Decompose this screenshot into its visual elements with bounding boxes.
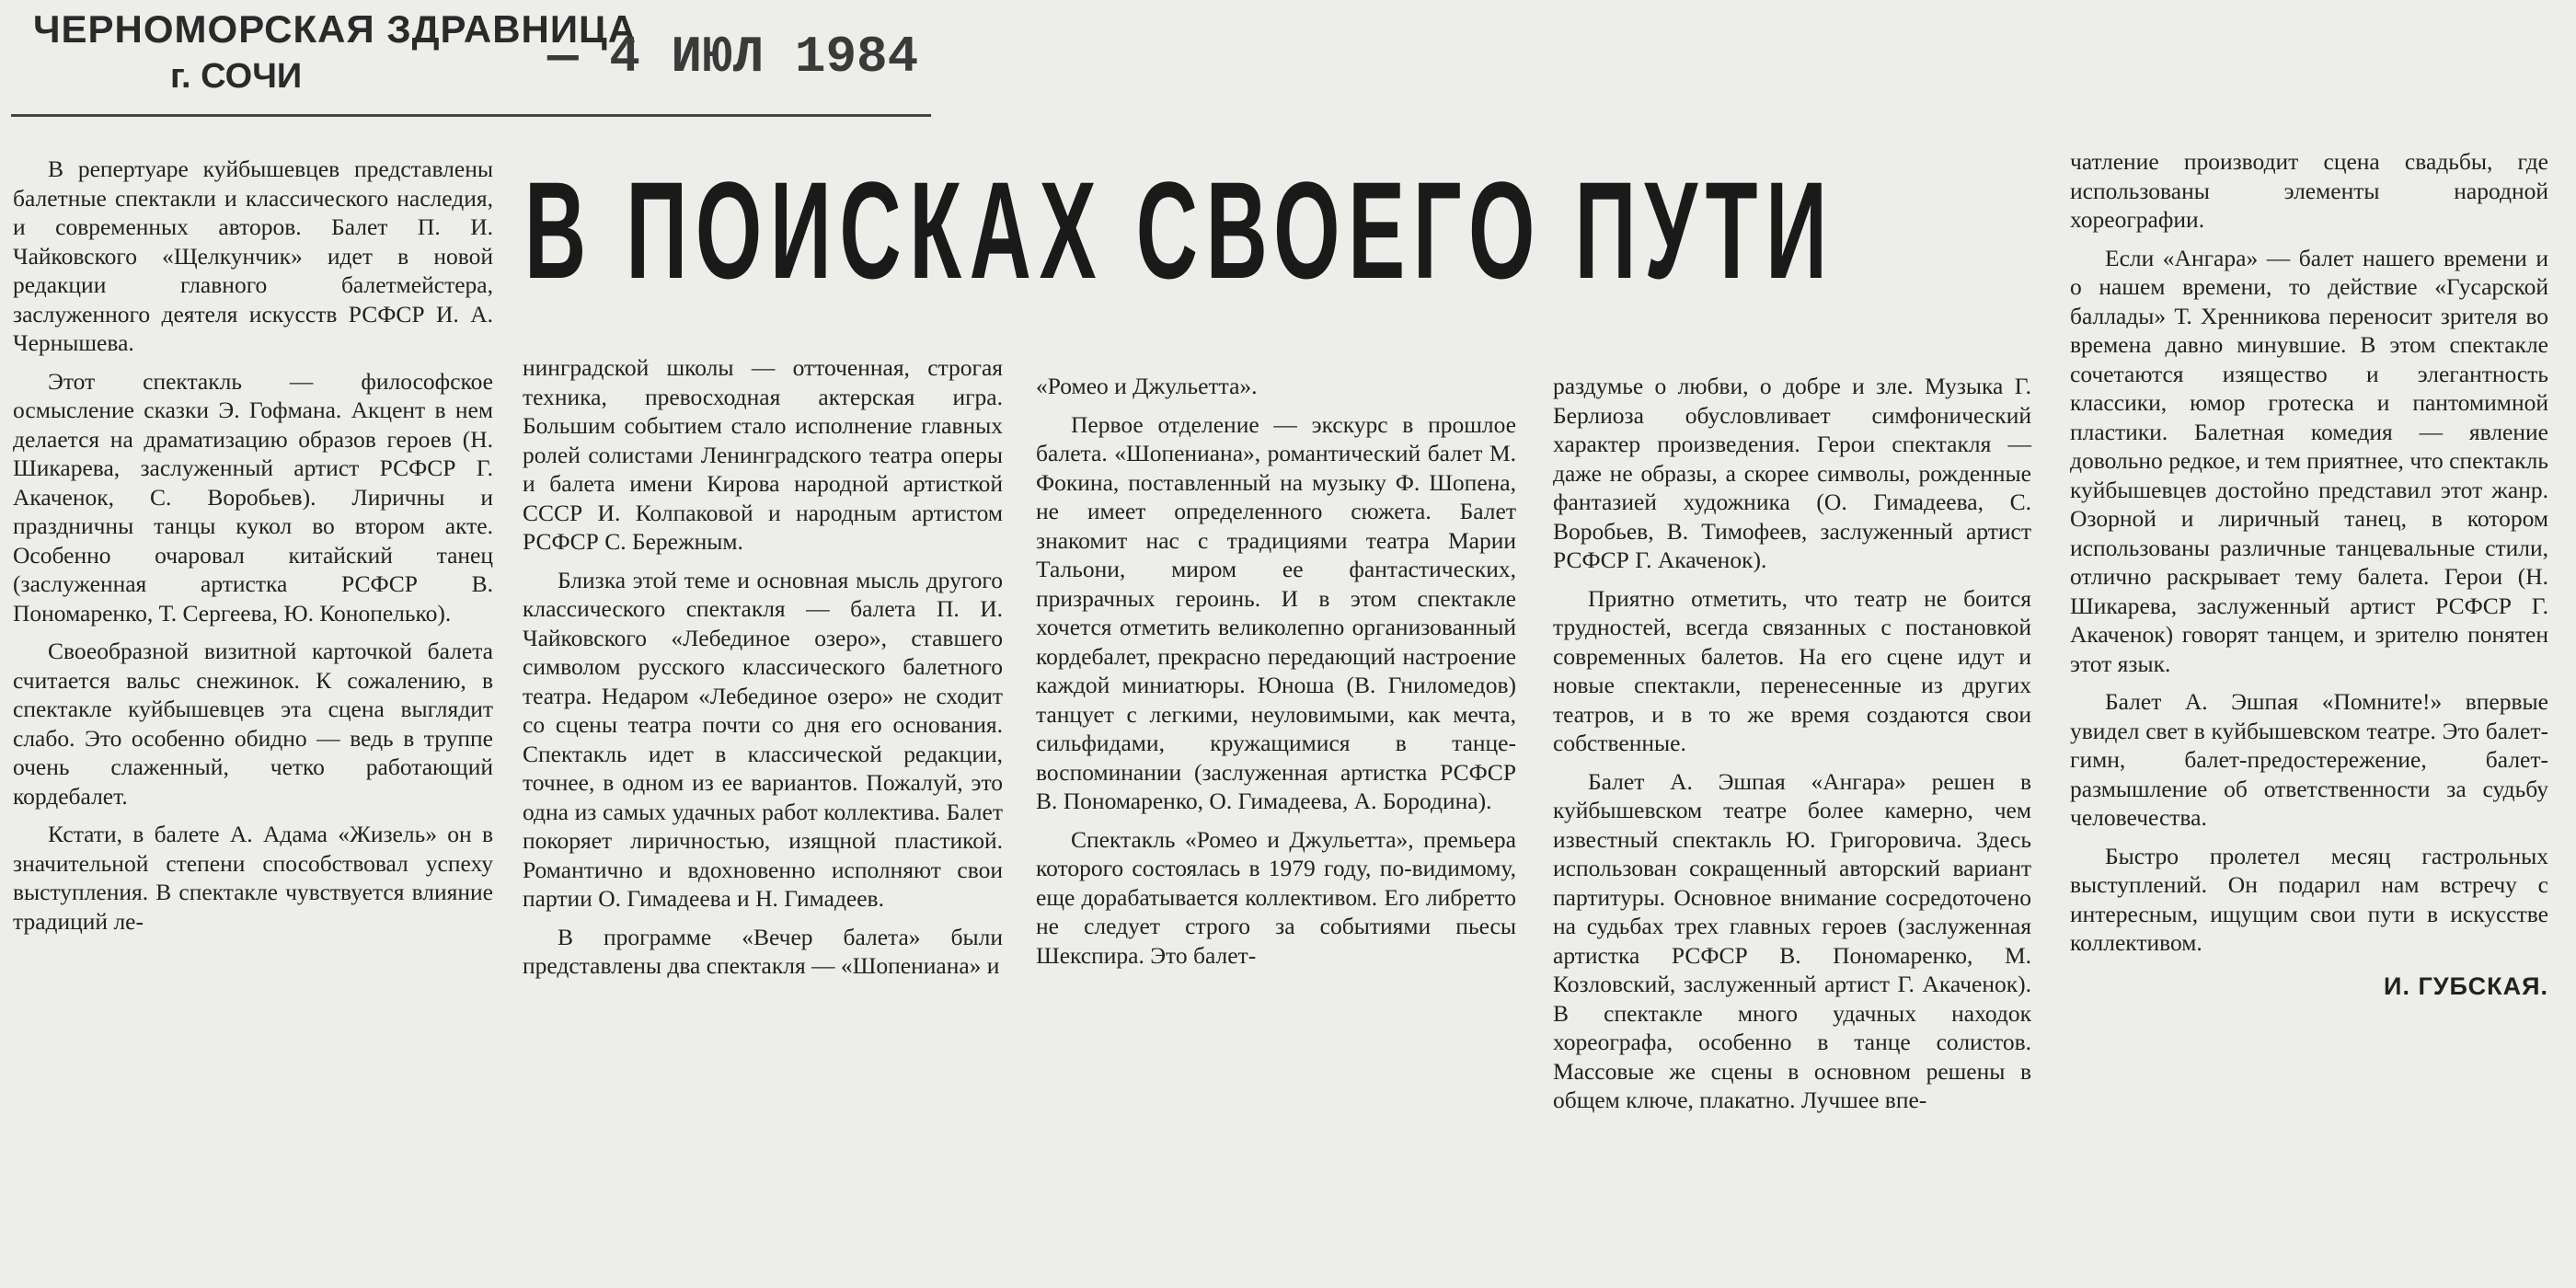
paragraph: Первое отделение — экскурс в прошлое балета. «Шопениана», романтический балет М. Фокина, поставленный на музыку Ф. Шопена, не имеет определенного сюжета. Балет знакомит нас с традициями театра Марии Тальони, миром ее фантастических, призрачных героинь. И в этом спектакле хочется отметить великолепно организованный кордебалет, прекрасно передающий настроение каждой миниатюры. Юноша (В. Гниломедов) танцует с легкими, неуловимыми, как мечта, сильфидами, кружащимися в танце-воспоминании (заслуженная артистка РСФСР В. Пономаренко, О. Гимадеева, А. Бородина). xyxy=(1036,410,1516,814)
paragraph: Если «Ангара» — балет нашего времени и о нашем времени, то действие «Гусарской баллады» Т. Хренникова переносит зрителя во времена давно минувшие. В этом спектакле сочетаются изящество и элегантность классики, юмор гротеска и пантомимной пластики. Балетная комедия — явление довольно редкое, и тем приятнее, что спектакль куйбышевцев достойно представил этот жанр. Озорной и лиричный танец, в котором использованы различные танцевальные стили, отлично раскрывает тему балета. Герои (Н. Шикарева, заслуженный артист РСФСР Г. Акаченок) говорят танцем, и зрителю понятен этот язык. xyxy=(2070,244,2548,677)
paragraph: Близка этой теме и основная мысль другого классического спектакля — балета П. И. Чайковского «Лебединое озеро», ставшего символом русского классического балетного театра. Недаром «Лебединое озеро» не сходит со сцены театра почти со дня его основания. Спектакль идет в классической редакции, точнее, в одном из ее вариантов. Пожалуй, это одна из самых удачных работ коллектива. Балет покоряет лиричностью, изящной пластикой. Романтично и вдохновенно исполняют свои партии О. Гимадеева и Н. Гимадеев. xyxy=(523,566,1003,912)
paragraph: «Ромео и Джульетта». xyxy=(1036,373,1258,399)
article-column-2 xyxy=(523,353,1003,990)
paragraph: Спектакль «Ромео и Джульетта», премьера которого состоялась в 1979 году, по-видимому, еще дорабатывается коллективом. Его либретто не следует строго за событиями пьесы Шекспира. Это балет- xyxy=(1036,825,1516,969)
paragraph: Этот спектакль — философское осмысление сказки Э. Гофмана. Акцент в нем делается на драматизацию образов героев (Н. Шикарева, заслуженный артист РСФСР Г. Акаченок, С. Воробьев). Лиричны и праздничны танцы кукол во втором акте. Особенно очаровал китайский танец (заслуженная артистка РСФСР В. Пономаренко, Т. Сергеева, Ю. Конопелько). xyxy=(13,367,493,627)
article-column-5 xyxy=(2070,147,2548,1001)
article-column-4 xyxy=(1553,372,2031,1124)
paragraph: раздумье о любви, о добре и зле. Музыка Г. Берлиоза обусловливает симфонический характер произведения. Герои спектакля — даже не образы, а скорее символы, рожденные фантазией художника (О. Гимадеева, С. Воробьев, В. Тимофеев, заслуженный артист РСФСР Г. Акаченок). xyxy=(1553,373,2031,573)
newspaper-city: г. СОЧИ xyxy=(170,57,303,96)
paragraph: Своеобразной визитной карточкой балета считается вальс снежинок. К сожалению, в спектакле куйбышевцев эта сцена выглядит слабо. Это особенно обидно — ведь в труппе очень слаженный, четко работающий кордебалет. xyxy=(13,638,493,810)
paragraph: чатление производит сцена свадьбы, где использованы элементы народной хореографии. xyxy=(2070,148,2548,233)
paragraph: Кстати, в балете А. Адама «Жизель» он в значительной степени способствовал успеху выступления. В спектакле чувствуется влияние традиций ле- xyxy=(13,821,493,935)
article-column-3 xyxy=(1036,372,1516,979)
date-stamp: — 4 ИЮЛ 1984 xyxy=(547,28,919,86)
paragraph: Быстро пролетел месяц гастрольных выступлений. Он подарил нам встречу с интересным, ищущим свои пути в искусстве коллективом. xyxy=(2070,842,2548,956)
author-byline: И. ГУБСКАЯ. xyxy=(2384,972,2548,1000)
masthead-rule xyxy=(11,114,931,117)
article-headline: В ПОИСКАХ СВОЕГО ПУТИ xyxy=(524,153,1835,307)
newspaper-name: ЧЕРНОМОРСКАЯ ЗДРАВНИЦА xyxy=(33,7,638,51)
paragraph: Балет А. Эшпая «Помните!» впервые увидел свет в куйбышевском театре. Это балет-гимн, балет-предостережение, балет-размышление об ответственности за судьбу человечества. xyxy=(2070,688,2548,831)
paragraph: нинградской школы — отточенная, строгая техника, превосходная актерская игра. Большим событием стало исполнение главных ролей солистами Ленинградского театра оперы и балета имени Кирова народной артисткой СССР И. Колпаковой и народным артистом РСФСР С. Бережным. xyxy=(523,354,1003,555)
article-column-1 xyxy=(13,155,493,945)
paragraph: В репертуаре куйбышевцев представлены балетные спектакли и классического наследия, и современных авторов. Балет П. И. Чайковского «Щелкунчик» идет в новой редакции главного балетмейстера, заслуженного деятеля искусств РСФСР И. А. Чернышева. xyxy=(13,155,493,356)
paragraph: В программе «Вечер балета» были представлены два спектакля — «Шопениана» и xyxy=(523,923,1003,979)
paragraph: Балет А. Эшпая «Ангара» решен в куйбышевском театре более камерно, чем известный спектакль Ю. Григоровича. Здесь использован сокращенный авторский вариант партитуры. Основное внимание сосредоточено на судьбах трех главных героев (заслуженная артистка РСФСР В. Пономаренко, М. Козловский, заслуженный артист Г. Акаченок). В спектакле много удачных находок хореографа, особенно в танце солистов. Массовые же сцены в основном решены в общем ключе, плакатно. Лучшее впе- xyxy=(1553,767,2031,1113)
paragraph: Приятно отметить, что театр не боится трудностей, всегда связанных с постановкой современных балетов. На его сцене идут и новые спектакли, перенесенные из других театров, и в то же время создаются свои собственные. xyxy=(1553,584,2031,756)
